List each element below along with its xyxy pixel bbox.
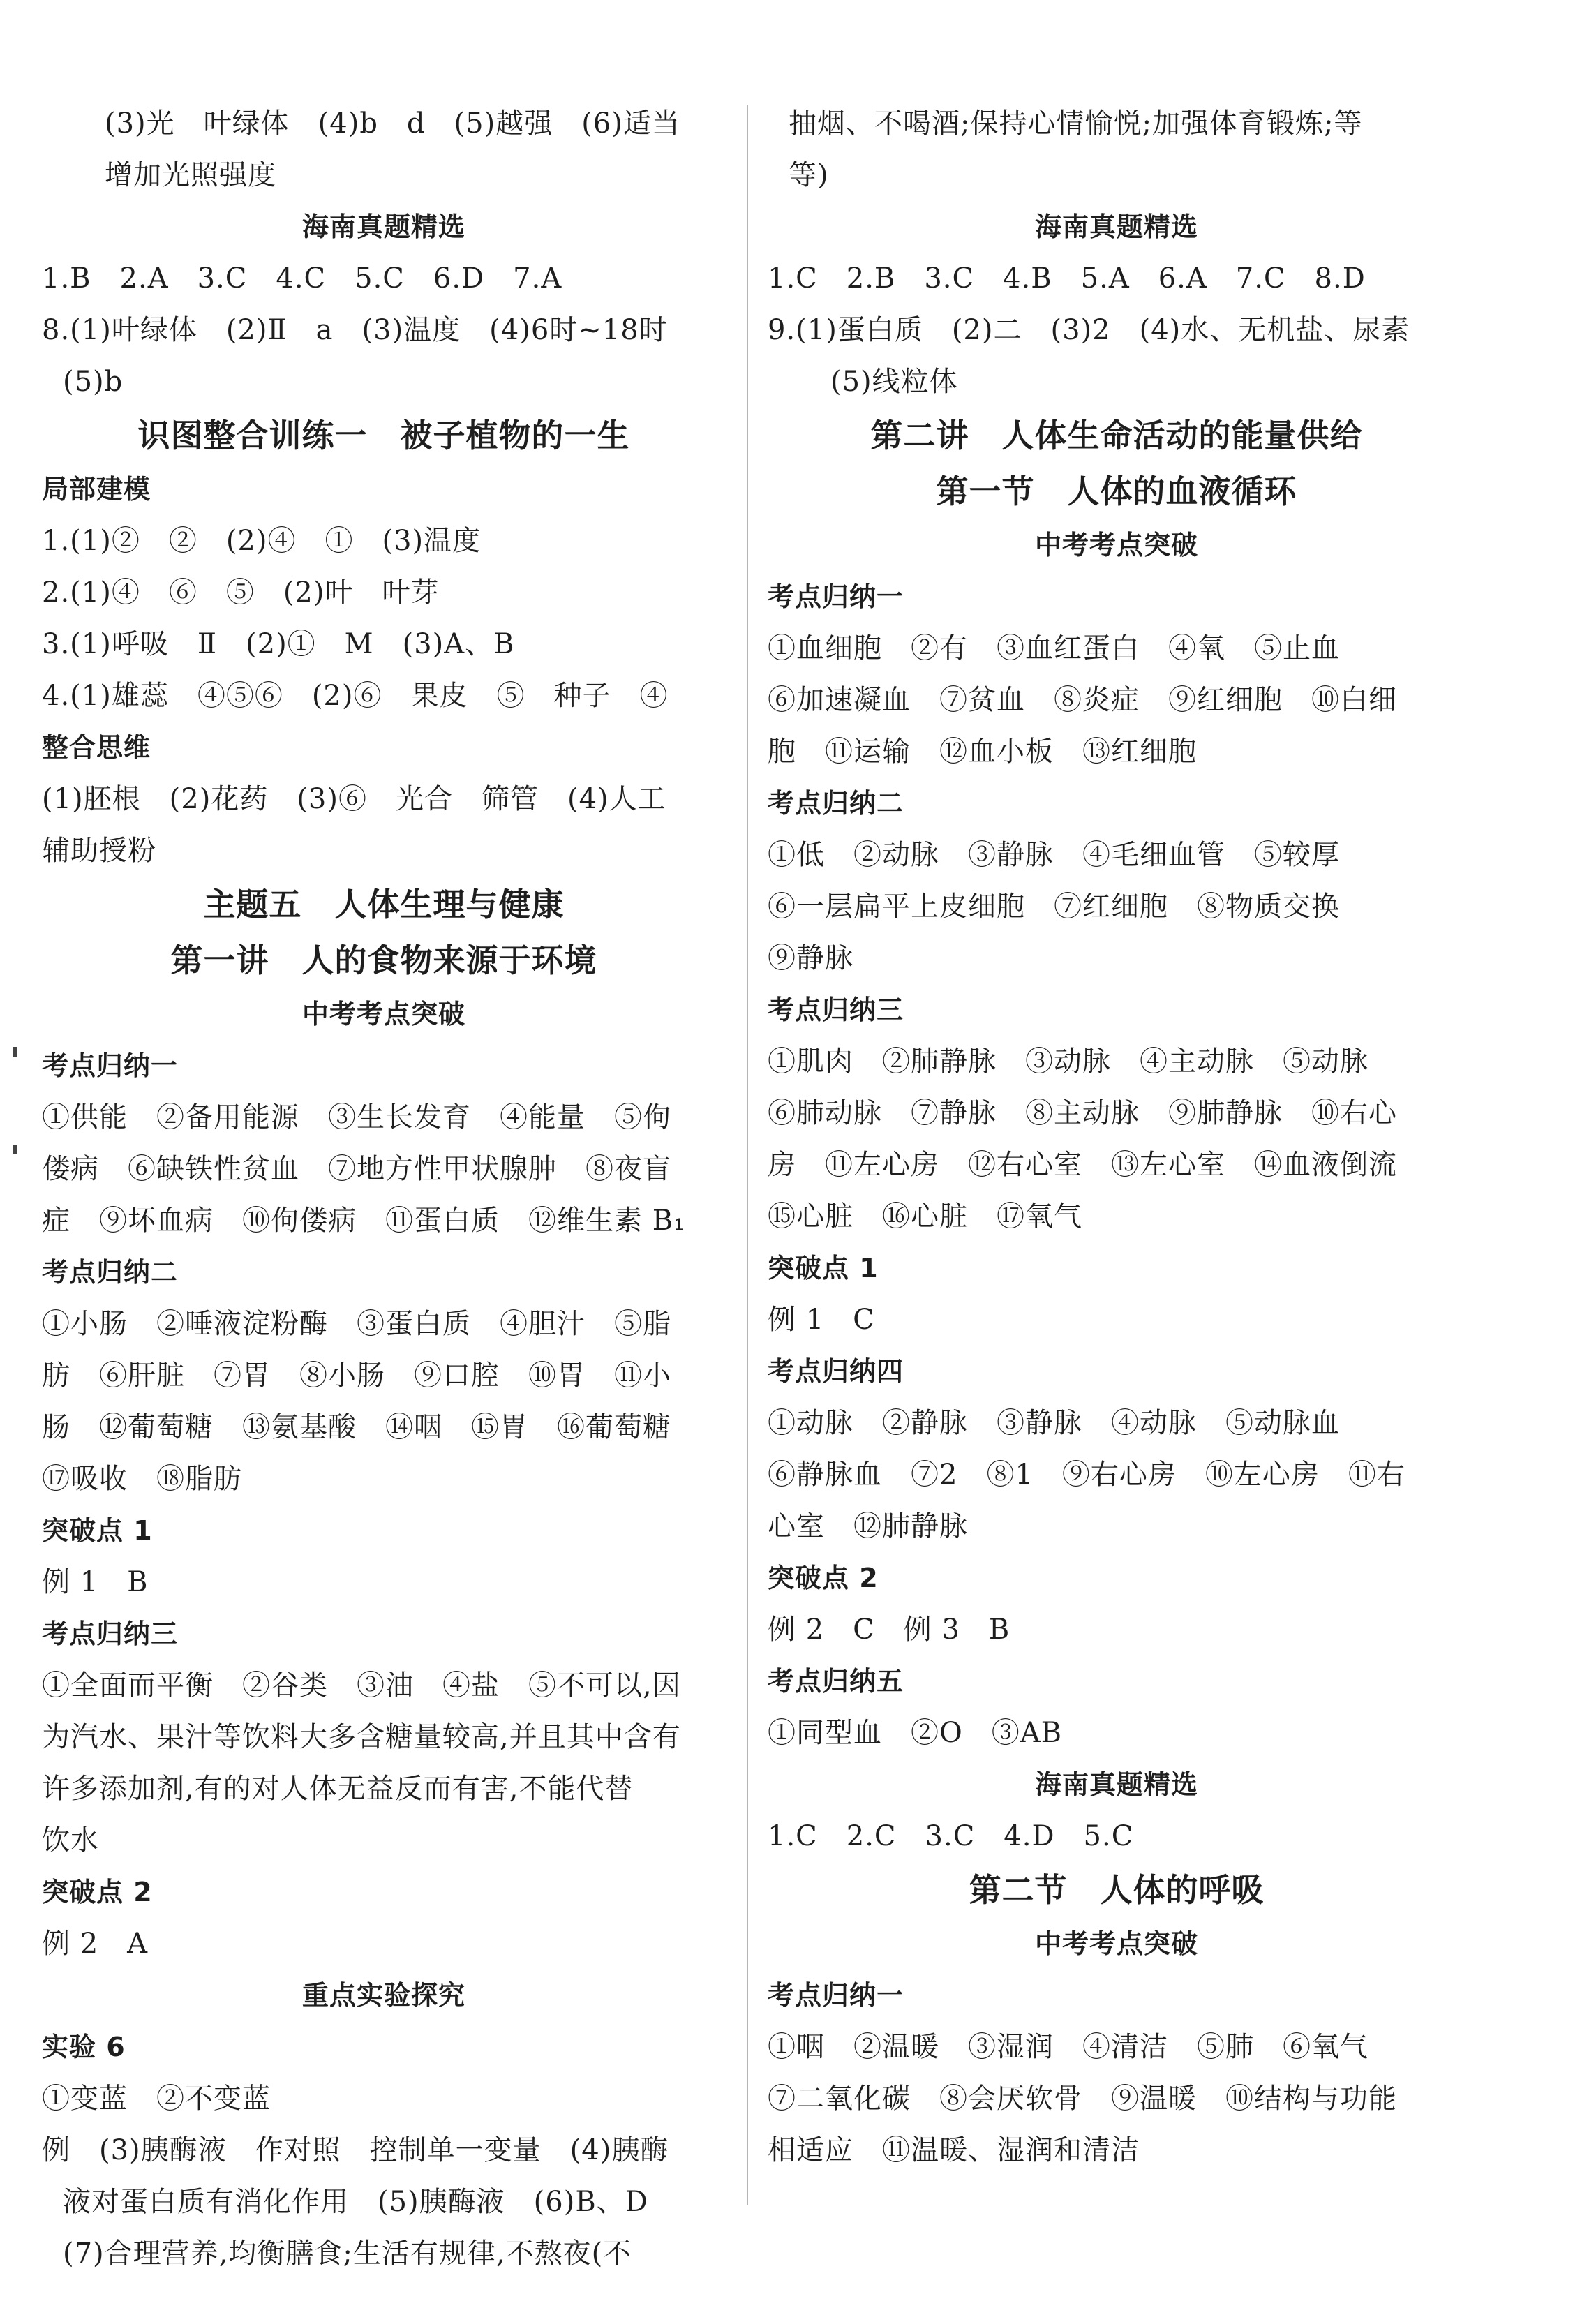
answer-line: 肪 ⑥肝脏 ⑦胃 ⑧小肠 ⑨口腔 ⑩胃 ⑪小 — [42, 1360, 671, 1392]
answer-line: 房 ⑪左心房 ⑫右心室 ⑬左心室 ⑭血液倒流 — [768, 1149, 1397, 1181]
answer-line: ⑦二氧化碳 ⑧会厌软骨 ⑨温暖 ⑩结构与功能 — [768, 2083, 1397, 2115]
answer-line: 肠 ⑫葡萄糖 ⑬氨基酸 ⑭咽 ⑮胃 ⑯葡萄糖 — [42, 1411, 671, 1443]
subsection-label: 考点归纳四 — [768, 1356, 904, 1387]
answer-line: ⑥一层扁平上皮细胞 ⑦红细胞 ⑧物质交换 — [768, 891, 1340, 923]
answer-line: 1.C 2.C 3.C 4.D 5.C — [768, 1820, 1134, 1852]
subsection-label: 突破点 2 — [42, 1877, 153, 1907]
answer-line: ①咽 ②温暖 ③湿润 ④清洁 ⑤肺 ⑥氧气 — [768, 2031, 1368, 2063]
answer-line: ①全面而平衡 ②谷类 ③油 ④盐 ⑤不可以,因 — [42, 1669, 681, 1702]
section-heading: 海南真题精选 — [1034, 1769, 1198, 1800]
answer-line: ⑥静脉血 ⑦2 ⑧1 ⑨右心房 ⑩左心房 ⑪右 — [768, 1459, 1405, 1491]
answer-line: 1.B 2.A 3.C 4.C 5.C 6.D 7.A — [42, 262, 562, 295]
subsection-label: 突破点 2 — [768, 1563, 879, 1593]
answer-line: (5)b — [63, 366, 124, 398]
answer-line: 1.(1)② ② (2)④ ① (3)温度 — [42, 525, 482, 557]
subsection-label: 突破点 1 — [42, 1515, 153, 1546]
section-heading: 中考考点突破 — [1034, 1928, 1198, 1959]
right-column — [768, 98, 1466, 2176]
section-heading: 中考考点突破 — [1034, 530, 1198, 560]
answer-line: ①同型血 ②O ③AB — [768, 1717, 1063, 1749]
answer-line: 1.C 2.B 3.C 4.B 5.A 6.A 7.C 8.D — [768, 262, 1366, 295]
answer-line: ①供能 ②备用能源 ③生长发育 ④能量 ⑤佝 — [42, 1101, 671, 1133]
answer-line: 9.(1)蛋白质 (2)二 (3)2 (4)水、无机盐、尿素 — [768, 314, 1410, 346]
subsection-label: 考点归纳三 — [42, 1618, 179, 1649]
answer-line: ①变蓝 ②不变蓝 — [42, 2083, 271, 2115]
answer-line: 抽烟、不喝酒;保持心情愉悦;加强体育锻炼;等 — [789, 107, 1363, 140]
section-heading: 海南真题精选 — [301, 211, 465, 242]
answer-line: ⑨静脉 — [768, 942, 853, 974]
answer-line: 8.(1)叶绿体 (2)Ⅱ a (3)温度 (4)6时~18时 — [42, 314, 668, 346]
answer-line: (7)合理营养,均衡膳食;生活有规律,不熬夜(不 — [63, 2238, 632, 2270]
chapter-title: 第二节 人体的呼吸 — [969, 1871, 1265, 1909]
subsection-label: 考点归纳五 — [768, 1666, 904, 1697]
answer-line: ①血细胞 ②有 ③血红蛋白 ④氧 ⑤止血 — [768, 632, 1340, 664]
answer-line: 偻病 ⑥缺铁性贫血 ⑦地方性甲状腺肿 ⑧夜盲 — [42, 1153, 671, 1185]
chapter-title: 第二讲 人体生命活动的能量供给 — [870, 417, 1363, 454]
answer-line: 4.(1)雄蕊 ④⑤⑥ (2)⑥ 果皮 ⑤ 种子 ④ — [42, 680, 669, 712]
answer-line: 许多添加剂,有的对人体无益反而有害,不能代替 — [42, 1773, 634, 1805]
subsection-label: 考点归纳三 — [768, 995, 904, 1025]
answer-line: 例 2 C 例 3 B — [768, 1614, 1010, 1646]
subsection-label: 考点归纳一 — [42, 1050, 179, 1081]
answer-line: 例 (3)胰酶液 作对照 控制单一变量 (4)胰酶 — [42, 2134, 669, 2166]
answer-line: (1)胚根 (2)花药 (3)⑥ 光合 筛管 (4)人工 — [42, 783, 666, 815]
chapter-title: 第一讲 人的食物来源于环境 — [170, 941, 597, 979]
edge-mark — [13, 1047, 17, 1057]
subsection-label: 考点归纳一 — [768, 1980, 904, 2011]
answer-line: 2.(1)④ ⑥ ⑤ (2)叶 叶芽 — [42, 576, 440, 609]
answer-line: ①动脉 ②静脉 ③静脉 ④动脉 ⑤动脉血 — [768, 1407, 1340, 1439]
subsection-label: 局部建模 — [42, 474, 151, 505]
subsection-label: 整合思维 — [42, 732, 151, 763]
section-heading: 中考考点突破 — [301, 999, 465, 1029]
answer-line: ⑮心脏 ⑯心脏 ⑰氧气 — [768, 1200, 1082, 1233]
left-column — [42, 98, 726, 2279]
subsection-label: 突破点 1 — [768, 1253, 879, 1283]
answer-line: 辅助授粉 — [42, 835, 156, 867]
answer-line: 饮水 — [42, 1824, 99, 1856]
answer-line: (3)光 叶绿体 (4)b d (5)越强 (6)适当 — [105, 107, 680, 140]
answer-line: 3.(1)呼吸 Ⅱ (2)① M (3)A、B — [42, 628, 515, 660]
answer-line: 增加光照强度 — [105, 159, 276, 191]
chapter-title: 识图整合训练一 被子植物的一生 — [137, 417, 630, 454]
chapter-title: 主题五 人体生理与健康 — [203, 886, 565, 923]
answer-line: 相适应 ⑪温暖、湿润和清洁 — [768, 2134, 1140, 2166]
answer-line: ⑥加速凝血 ⑦贫血 ⑧炎症 ⑨红细胞 ⑩白细 — [768, 684, 1397, 716]
answer-line: 例 1 C — [768, 1304, 875, 1336]
section-heading: 重点实验探究 — [301, 1980, 465, 2011]
section-heading: 海南真题精选 — [1034, 211, 1198, 242]
edge-mark — [13, 1145, 17, 1154]
subsection-label: 考点归纳二 — [42, 1257, 179, 1288]
answer-line: 例 2 A — [42, 1928, 149, 1960]
chapter-title: 第一节 人体的血液循环 — [936, 472, 1297, 510]
answer-line: ①肌肉 ②肺静脉 ③动脉 ④主动脉 ⑤动脉 — [768, 1045, 1368, 1078]
subsection-label: 考点归纳一 — [768, 581, 904, 612]
column-divider — [747, 105, 748, 2205]
answer-line: 胞 ⑪运输 ⑫血小板 ⑬红细胞 — [768, 736, 1197, 768]
answer-line: ①低 ②动脉 ③静脉 ④毛细血管 ⑤较厚 — [768, 839, 1340, 871]
answer-line: 心室 ⑫肺静脉 — [768, 1510, 968, 1542]
subsection-label: 考点归纳二 — [768, 788, 904, 819]
answer-line: (5)线粒体 — [830, 366, 958, 398]
answer-line: ⑥肺动脉 ⑦静脉 ⑧主动脉 ⑨肺静脉 ⑩右心 — [768, 1097, 1397, 1129]
answer-line: 为汽水、果汁等饮料大多含糖量较高,并且其中含有 — [42, 1721, 681, 1753]
answer-line: ⑰吸收 ⑱脂肪 — [42, 1463, 242, 1495]
answer-line: 等) — [789, 159, 829, 191]
answer-line: 液对蛋白质有消化作用 (5)胰酶液 (6)B、D — [63, 2186, 648, 2218]
subsection-label: 实验 6 — [42, 2032, 126, 2062]
answer-line: ①小肠 ②唾液淀粉酶 ③蛋白质 ④胆汁 ⑤脂 — [42, 1308, 671, 1340]
answer-line: 症 ⑨坏血病 ⑩佝偻病 ⑪蛋白质 ⑫维生素 B₁ — [42, 1205, 686, 1237]
answer-line: 例 1 B — [42, 1566, 149, 1598]
